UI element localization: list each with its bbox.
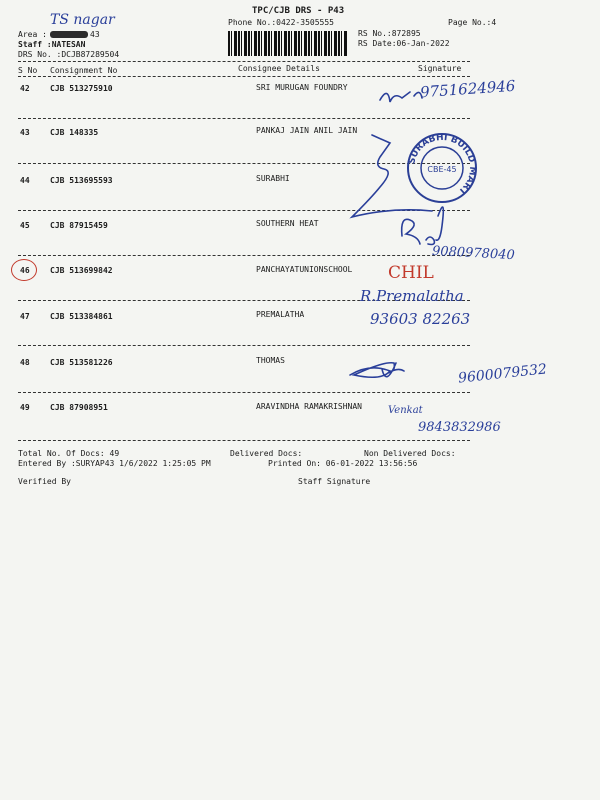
row-consignment: CJB 87908951 — [50, 403, 108, 412]
row-consignment: CJB 513384861 — [50, 312, 113, 321]
signature-46-note: CHIL — [388, 263, 434, 283]
signature-48-phone: 9600079532 — [457, 361, 548, 387]
printed-on: Printed On: 06-01-2022 13:56:56 — [268, 459, 418, 468]
area-label: Area : — [18, 30, 47, 39]
signature-47-name: R.Premalatha — [360, 287, 464, 305]
row-consignee: THOMAS — [256, 356, 285, 365]
signature-49-phone: 9843832986 — [418, 420, 501, 435]
staff-signature: Staff Signature — [298, 477, 371, 486]
rs-number: RS No.:872895 — [358, 29, 421, 38]
row-consignment: CJB 513275910 — [50, 84, 113, 93]
stamp-text: SURABHI BUILD MART — [407, 132, 478, 197]
col-consignment: Consignment No — [50, 66, 118, 75]
company-stamp — [400, 130, 490, 205]
stamp-center-text: CBE-45 — [427, 165, 457, 174]
row-consignee: SURABHI — [256, 174, 290, 183]
row-sno: 43 — [20, 128, 30, 137]
row-consignee: ARAVINDHA RAMAKRISHNAN — [256, 402, 362, 411]
row-sno: 44 — [20, 176, 30, 185]
row-consignment: CJB 148335 — [50, 128, 99, 137]
signature-42-scribble — [380, 92, 422, 102]
signature-42-phone: 9751624946 — [419, 76, 516, 102]
col-signature: Signature — [418, 64, 462, 73]
verified-by: Verified By — [18, 477, 71, 486]
row-consignment: CJB 513695593 — [50, 176, 113, 185]
rs-date: RS Date:06-Jan-2022 — [358, 39, 450, 48]
row-sno: 45 — [20, 221, 30, 230]
col-sno: S No — [18, 66, 38, 75]
row-consignment: CJB 513699842 — [50, 266, 113, 275]
row-sno: 42 — [20, 84, 30, 93]
row-sno: 49 — [20, 403, 30, 412]
signature-45-phone: 9080978040 — [431, 243, 516, 264]
signature-48-scribble — [350, 363, 404, 378]
delivered-docs: Delivered Docs: — [230, 449, 303, 458]
row-sno: 46 — [20, 266, 30, 275]
row-sno: 48 — [20, 358, 30, 367]
phone-number: Phone No.:0422-3505555 — [228, 18, 334, 27]
non-delivered-docs: Non Delivered Docs: — [364, 449, 456, 458]
area-value: 43 — [90, 30, 100, 39]
row-consignee: PREMALATHA — [256, 310, 305, 319]
page-number: Page No.:4 — [448, 18, 497, 27]
row-consignee: SRI MURUGAN FOUNDRY — [256, 83, 348, 92]
row-sno: 47 — [20, 312, 30, 321]
signature-45-scribble — [402, 207, 444, 244]
signature-47-phone: 93603 82263 — [370, 310, 471, 328]
entered-by: Entered By :SURYAP43 1/6/2022 1:25:05 PM — [18, 459, 211, 468]
row-consignment: CJB 513581226 — [50, 358, 113, 367]
handwritten-area-note: TS nagar — [50, 12, 115, 28]
document-title: TPC/CJB DRS - P43 — [252, 6, 345, 16]
row-consignee: PANKAJ JAIN ANIL JAIN — [256, 126, 358, 135]
staff-name: Staff :NATESAN — [18, 40, 86, 49]
total-docs: Total No. Of Docs: 49 — [18, 449, 120, 458]
signature-49-name: Venkat — [388, 405, 423, 416]
row-consignee: SOUTHERN HEAT — [256, 219, 319, 228]
row-consignment: CJB 87915459 — [50, 221, 108, 230]
drs-number: DRS No. :DCJB87289504 — [18, 50, 120, 59]
col-consignee: Consignee Details — [238, 64, 320, 73]
row-consignee: PANCHAYATUNIONSCHOOL — [256, 265, 353, 274]
